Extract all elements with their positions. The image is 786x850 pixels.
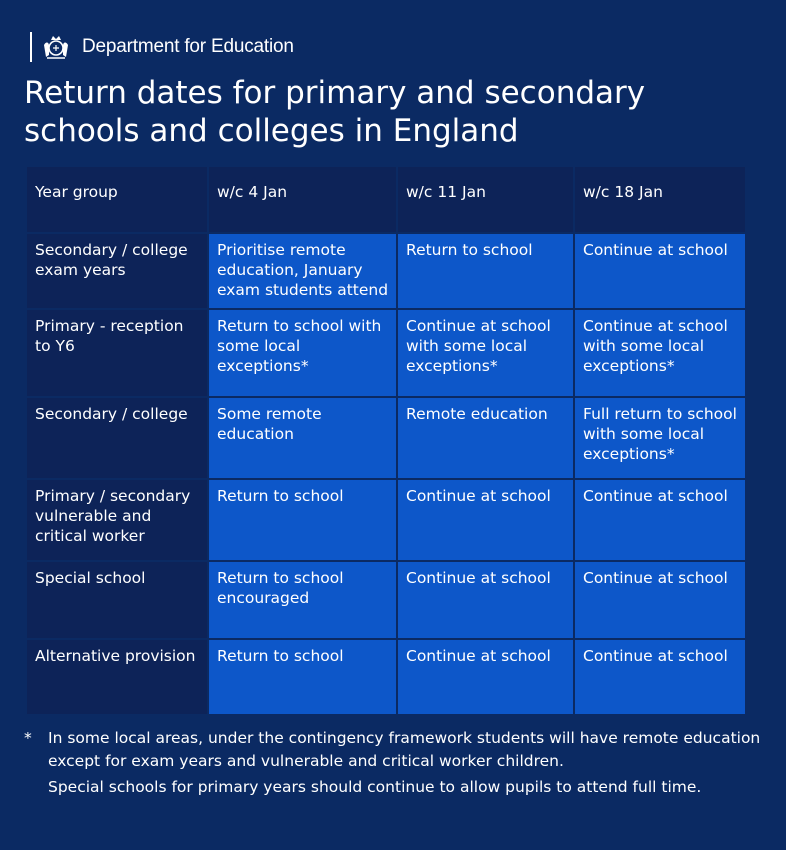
year-group-cell: Alternative provision bbox=[26, 639, 208, 715]
crest-icon bbox=[40, 31, 72, 63]
return-dates-table bbox=[25, 165, 747, 716]
year-group-cell: Primary - reception to Y6 bbox=[26, 309, 208, 397]
table-cell: Continue at school bbox=[397, 561, 574, 639]
table-cell: Remote education bbox=[397, 397, 574, 479]
table-cell: Continue at school bbox=[574, 639, 746, 715]
footnote-mark bbox=[24, 776, 48, 799]
year-group-cell: Secondary / college bbox=[26, 397, 208, 479]
table-cell: Continue at school bbox=[397, 479, 574, 561]
table-cell: Continue at school with some local exceptions* bbox=[574, 309, 746, 397]
table-header-row bbox=[26, 166, 746, 233]
footnote-text: In some local areas, under the contingency framework students will have remote education except for exam years and vulnerable and critical worker children. bbox=[48, 729, 761, 770]
organisation-name: Department for Education bbox=[82, 36, 294, 57]
asterisk-mark: * bbox=[24, 729, 32, 747]
footnote bbox=[24, 727, 764, 772]
table-cell: Return to school bbox=[208, 479, 397, 561]
table-cell: Continue at school bbox=[574, 561, 746, 639]
table-cell: Return to school bbox=[208, 639, 397, 715]
table-row bbox=[26, 397, 746, 479]
year-group-cell: Primary / secondary vulnerable and critical worker bbox=[26, 479, 208, 561]
year-group-cell: Special school bbox=[26, 561, 208, 639]
table-row bbox=[26, 639, 746, 715]
year-group-cell: Secondary / college exam years bbox=[26, 233, 208, 309]
table-cell: Return to school with some local exceptions* bbox=[208, 309, 397, 397]
footnotes bbox=[24, 727, 764, 803]
table-cell: Continue at school with some local exceptions* bbox=[397, 309, 574, 397]
column-header: w/c 18 Jan bbox=[574, 166, 746, 233]
table-cell: Prioritise remote education, January exam students attend bbox=[208, 233, 397, 309]
table-cell: Continue at school bbox=[574, 233, 746, 309]
table-cell: Full return to school with some local exceptions* bbox=[574, 397, 746, 479]
header-divider bbox=[30, 32, 32, 62]
table-row bbox=[26, 561, 746, 639]
table-cell: Some remote education bbox=[208, 397, 397, 479]
table-row bbox=[26, 479, 746, 561]
table-cell: Continue at school bbox=[397, 639, 574, 715]
column-header: Year group bbox=[26, 166, 208, 233]
page-title: Return dates for primary and secondary schools and colleges in England bbox=[24, 75, 646, 149]
column-header: w/c 4 Jan bbox=[208, 166, 397, 233]
footnote-text: Special schools for primary years should continue to allow pupils to attend full time. bbox=[48, 778, 702, 796]
table-cell: Continue at school bbox=[574, 479, 746, 561]
org-header bbox=[30, 30, 294, 64]
table-cell: Return to school encouraged bbox=[208, 561, 397, 639]
table-cell: Return to school bbox=[397, 233, 574, 309]
column-header: w/c 11 Jan bbox=[397, 166, 574, 233]
footnote bbox=[24, 776, 764, 799]
table-row bbox=[26, 233, 746, 309]
table-row bbox=[26, 309, 746, 397]
